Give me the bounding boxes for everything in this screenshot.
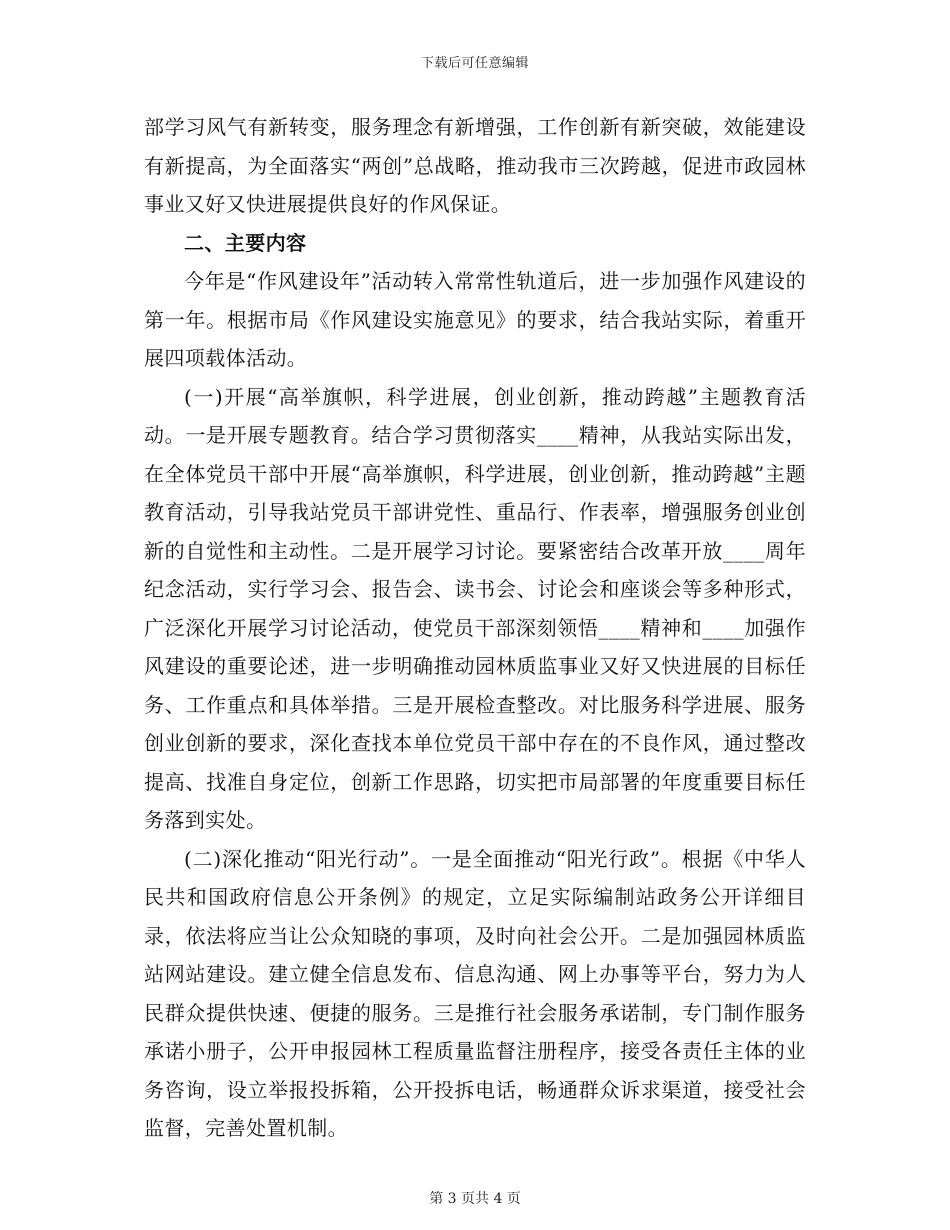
document-body xyxy=(144,108,806,1148)
page-number: 第 3 页共 4 页 xyxy=(429,1191,521,1207)
paragraph-item-1: (一)开展“高举旗帜，科学进展，创业创新，推动跨越”主题教育活动。一是开展专题教育。结合学习贯彻落实____精神，从我站实际出发，在全体党员干部中开展“高举旗帜，科学进展，创业创新，推动跨越”主题教育活动，引导我站党员干部讲党性、重品行、作表率，增强服务创业创新的自觉性和主动性。二是开展学习讨论。要紧密结合改革开放____周年纪念活动，实行学习会、报告会、读书会、讨论会和座谈会等多种形式，广泛深化开展学习讨论活动，使党员干部深刻领悟____精神和____加强作风建设的重要论述，进一步明确推动园林质监事业又好又快进展的目标任务、工作重点和具体举措。三是开展检查整改。对比服务科学进展、服务创业创新的要求，深化查找本单位党员干部中存在的不良作风，通过整改提高、找准自身定位，创新工作思路，切实把市局部署的年度重要目标任务落到实处。 xyxy=(144,384,806,832)
header-note: 下载后可任意编辑 xyxy=(420,56,529,71)
paragraph-intro: 今年是“作风建设年”活动转入常常性轨道后，进一步加强作风建设的第一年。根据市局《作风建设实施意见》的要求，结合我站实际，着重开展四项载体活动。 xyxy=(144,269,806,370)
section-heading-main-content: 二、主要内容 xyxy=(184,230,307,255)
paragraph-continuation: 部学习风气有新转变，服务理念有新增强，工作创新有新突破，效能建设有新提高，为全面落实“两创”总战略，推动我市三次跨越，促进市政园林事业又好又快进展提供良好的作风保证。 xyxy=(144,115,806,216)
paragraph-item-2: (二)深化推动“阳光行动”。一是全面推动“阳光行政”。根据《中华人民共和国政府信息公开条例》的规定，立足实际编制站政务公开详细目录，依法将应当让公众知晓的事项，及时向社会公开。二是加强园林质监站网站建设。建立健全信息发布、信息沟通、网上办事等平台，努力为人民群众提供快速、便捷的服务。三是推行社会服务承诺制，专门制作服务承诺小册子，公开申报园林工程质量监督注册程序，接受各责任主体的业务咨询，设立举报投拆箱，公开投拆电话，畅通群众诉求渠道，接受社会监督，完善处置机制。 xyxy=(144,846,806,1140)
